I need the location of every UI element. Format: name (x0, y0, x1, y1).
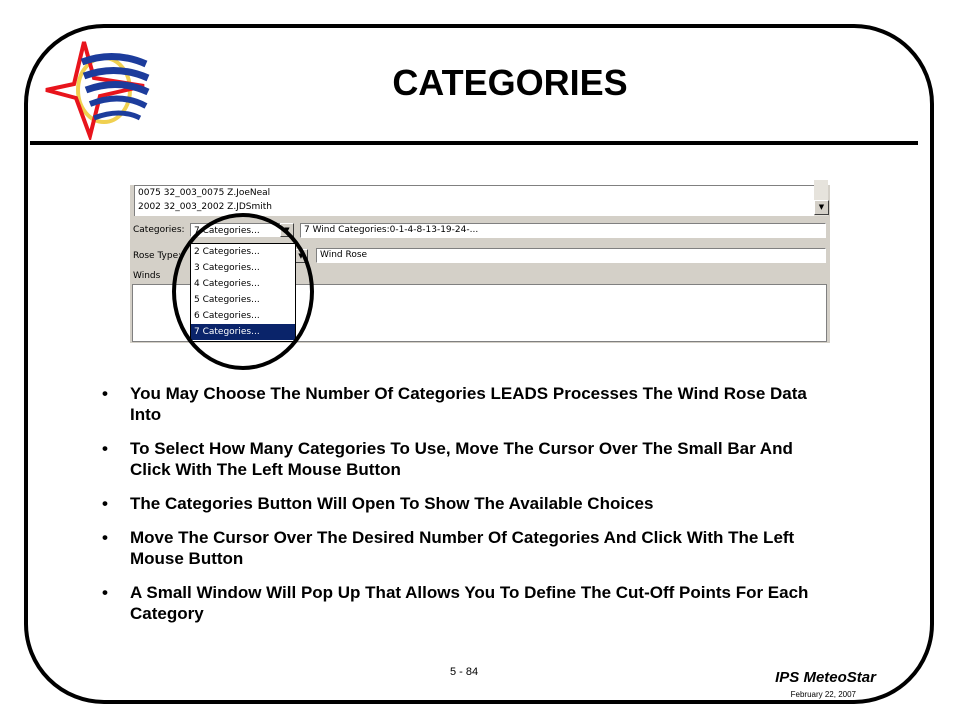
bullet-glyph: • (102, 494, 108, 513)
bullet-glyph: • (102, 583, 108, 602)
page-number: 5 - 84 (450, 666, 479, 678)
dropdown-option[interactable]: 3 Categories... (194, 263, 260, 273)
bullet-text: To Select How Many Categories To Use, Move The Cursor Over The Small Bar And Click With The Left Mouse Button (130, 439, 793, 479)
dropdown-option[interactable]: 5 Categories... (194, 295, 260, 305)
bullet-item (102, 383, 822, 425)
dropdown-option-selected[interactable]: 7 Categories... (191, 324, 295, 340)
highlight-oval (172, 213, 314, 370)
bullet-item (102, 527, 822, 569)
bullet-item (102, 438, 822, 480)
bullet-text: The Categories Button Will Open To Show The Available Choices (130, 494, 654, 513)
scroll-down-icon[interactable]: ▼ (814, 200, 829, 215)
categories-definition-field[interactable]: 7 Wind Categories:0-1-4-8-13-19-24-... (300, 223, 826, 238)
bullet-item (102, 582, 822, 624)
bullet-text: Move The Cursor Over The Desired Number Of Categories And Click With The Left Mouse Button (130, 528, 795, 568)
rose-type-field[interactable]: Wind Rose (316, 248, 826, 263)
station-listbox[interactable] (134, 185, 814, 216)
dropdown-option[interactable]: 2 Categories... (194, 247, 260, 257)
bullet-item (102, 493, 822, 514)
dropdown-option[interactable]: 4 Categories... (194, 279, 260, 289)
bullet-glyph: • (102, 528, 108, 547)
slide-title: CATEGORIES (392, 62, 628, 103)
winds-label: Winds (133, 271, 161, 281)
bullet-glyph: • (102, 384, 108, 403)
chevron-down-icon[interactable]: ▼ (280, 223, 294, 237)
bullet-text: A Small Window Will Pop Up That Allows You To Define The Cut-Off Points For Each Category (130, 583, 809, 623)
rose-type-chevron-icon[interactable]: ▼ (294, 249, 308, 263)
rose-type-label: Rose Type: (133, 251, 182, 261)
bullet-text: You May Choose The Number Of Categories LEADS Processes The Wind Rose Data Into (130, 384, 807, 424)
slide-date: February 22, 2007 (790, 690, 856, 699)
list-item[interactable]: 2002 32_003_2002 Z.JDSmith (138, 202, 272, 212)
bullet-glyph: • (102, 439, 108, 458)
dropdown-option[interactable]: 6 Categories... (194, 311, 260, 321)
bullet-list (102, 383, 822, 637)
title-divider (30, 141, 918, 145)
categories-select[interactable]: 7 Categories... (190, 223, 294, 237)
company-name: IPS MeteoStar (775, 669, 876, 686)
list-item[interactable]: 0075 32_003_0075 Z.JoeNeal (138, 188, 271, 198)
categories-label: Categories: (133, 225, 185, 235)
